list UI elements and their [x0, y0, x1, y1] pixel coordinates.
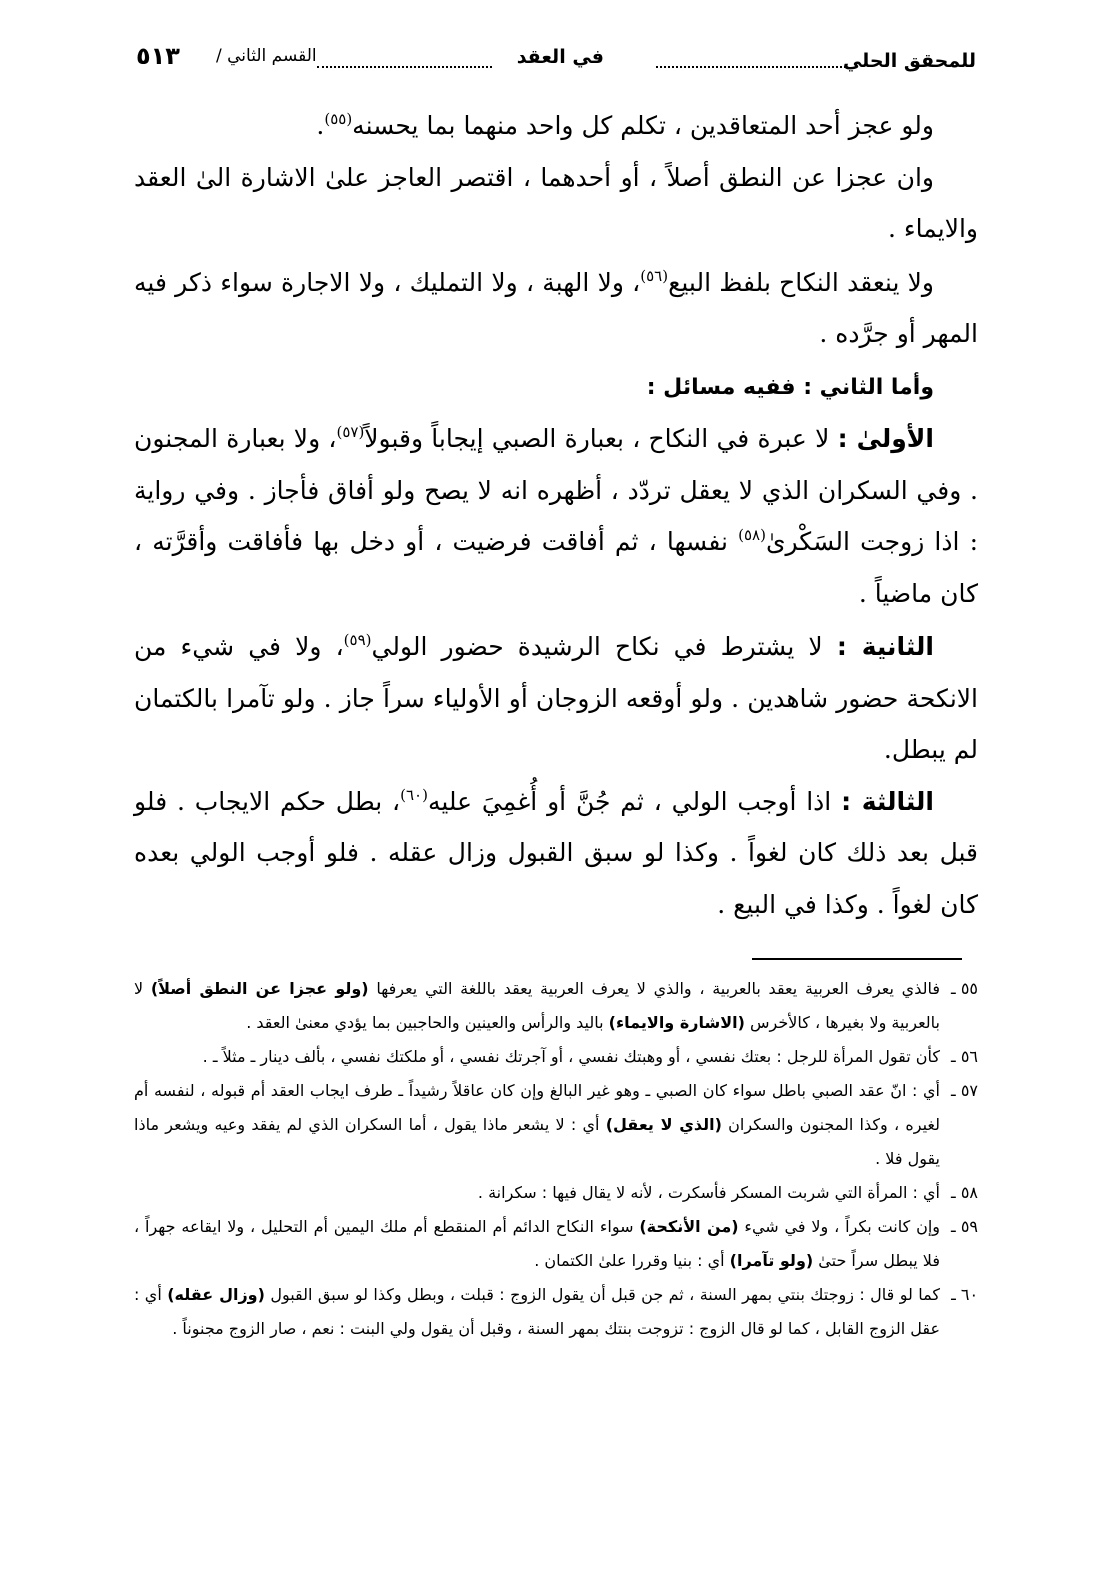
footnote: [134, 1040, 978, 1074]
issue-paragraph: [134, 413, 978, 619]
footnote: [134, 1176, 978, 1210]
issue-label: الثانية :: [836, 632, 934, 661]
paragraph-text: ولو عجز أحد المتعاقدين ، تكلم كل واحد منهما بما يحسنه: [352, 111, 934, 140]
footnote-quote: (الذي لا يعقل): [605, 1115, 722, 1134]
footnote-text: وإن كانت بكراً ، ولا في شيء: [738, 1217, 940, 1236]
header-author: للمحقق الحلي: [842, 50, 976, 72]
footnote: [134, 1210, 978, 1278]
paragraph-text: ، ولا بعبارة المجنون . وفي السكران الذي لا يعقل تردّد ، أظهره انه لا يصح ولو أفاق فأجاز . وفي رواية : اذا زوجت السَكْرىٰ: [134, 424, 979, 556]
footnote: [134, 1278, 978, 1346]
footnote-text: باليد والرأس والعينين والحاجبين بما يؤدي معنىٰ العقد .: [246, 1013, 609, 1032]
paragraph-text: نفسها ، ثم أفاقت فرضيت ، أو دخل بها فأفاقت وأقرَّته ، كان ماضياً .: [134, 527, 978, 608]
footnote-ref: (٦٠): [400, 785, 428, 804]
footnote-ref: (٥٥): [324, 110, 353, 128]
footnote-quote: (من الأنكحة): [639, 1217, 739, 1236]
footnote-text: كما لو قال : زوجتك بنتي بمهر السنة ، ثم جن قبل أن يقول الزوج : قبلت ، وبطل وكذا لو سبق القبول: [264, 1285, 941, 1304]
footnote-text: لا بالعربية ولا بغيرها ، كالأخرس: [134, 979, 940, 1032]
footnote-text: أي : المرأة التي شربت المسكر فأسكرت ، لأنه لا يقال فيها : سكرانة .: [477, 1183, 940, 1202]
section-heading: [134, 360, 978, 414]
footnote-number: ٥٦ ـ: [951, 1047, 978, 1066]
paragraph: [134, 152, 978, 255]
issue-paragraph: [134, 621, 978, 776]
footnote-ref: (٥٨): [738, 526, 766, 544]
footnote-text: أي : بنيا وقررا علىٰ الكتمان .: [534, 1251, 730, 1270]
footnote: [134, 1074, 978, 1176]
footnote-number: ٥٩ ـ: [951, 1217, 978, 1236]
issue-label: الأولىٰ :: [837, 424, 934, 453]
header-section: القسم الثاني /: [216, 46, 317, 66]
paragraph-text: ، ولا الهبة ، ولا التمليك ، ولا الاجارة سواء ذكر فيه المهر أو جرَّده .: [134, 267, 978, 348]
footnote-quote: (ولو عجزا عن النطق أصلاً): [150, 979, 369, 998]
paragraph: [134, 257, 978, 360]
paragraph: [134, 100, 978, 152]
header-leader-dots: [317, 48, 492, 68]
footnote-text: أي : عقل الزوج القابل ، كما لو قال الزوج : تزوجت بنتك بمهر السنة ، وقبل أن يقول ولي البنت : نعم ، صار الزوج مجنوناً .: [134, 1285, 940, 1338]
footnote-ref: (٥٧): [336, 423, 365, 441]
footnote-text: أي : لا يشعر ماذا يقول ، أما السكران الذي لم يفقد وعيه ويشعر ماذا يقول فلا .: [134, 1115, 940, 1168]
footnote-text: فالذي يعرف العربية يعقد بالعربية ، والذي لا يعرف العربية يعقد باللغة التي يعرفها: [368, 979, 940, 998]
issue-paragraph: [134, 776, 978, 931]
paragraph-text: .: [316, 111, 325, 140]
paragraph-text: اذا أوجب الولي ، ثم جُنَّ أو أُغمِيَ عليه: [427, 786, 832, 816]
running-header: [136, 44, 976, 80]
paragraph-text: وان عجزا عن النطق أصلاً ، أو أحدهما ، اقتصر العاجز علىٰ الاشارة الىٰ العقد والايماء .: [134, 162, 978, 243]
footnotes: [134, 972, 978, 1346]
paragraph-text: ، بطل حكم الايجاب . فلو قبل بعد ذلك كان لغواً . وكذا لو سبق القبول وزال عقله . فلو أوجب الولي بعده كان لغواً . وكذا في البيع .: [134, 786, 978, 919]
header-chapter: في العقد: [516, 46, 604, 68]
footnote-ref: (٥٩): [343, 631, 372, 649]
paragraph-text: لا يشترط في نكاح الرشيدة حضور الولي: [371, 632, 823, 661]
paragraph-text: ولا ينعقد النكاح بلفظ البيع: [668, 267, 934, 297]
footnote-ref: (٥٦): [640, 266, 669, 285]
footnote-text: سواء النكاح الدائم أم المنقطع أم ملك اليمين أم التحليل ، ولا ايقاعه جهراً ، فلا يبطل سراً حتىٰ: [134, 1217, 940, 1270]
heading-text: وأما الثاني : ففيه مسائل :: [646, 374, 934, 400]
footnote: [134, 972, 978, 1040]
footnote-text: كأن تقول المرأة للرجل : بعتك نفسي ، أو وهبتك نفسي ، أو آجرتك نفسي ، أو ملكتك نفسي ، بألف دينار ـ مثلاً ـ .: [202, 1047, 940, 1066]
paragraph-text: ، ولا في شيء من الانكحة حضور شاهدين . ولو أوقعه الزوجان أو الأولياء سراً جاز . ولو تآمرا بالكتمان لم يبطل.: [134, 632, 978, 764]
footnote-text: أي : انّ عقد الصبي باطل سواء كان الصبي ـ وهو غير البالغ وإن كان عاقلاً رشيداً ـ طرف ايجاب العقد أم قبوله ، لنفسه أم لغيره ، وكذا المجنون والسكران: [134, 1081, 940, 1134]
footnote-number: ٥٧ ـ: [951, 1081, 978, 1100]
header-leader-dots: [656, 48, 846, 68]
footnote-number: ٥٥ ـ: [951, 979, 978, 998]
footnote-number: ٥٨ ـ: [951, 1183, 978, 1202]
footnote-number: ٦٠ ـ: [951, 1285, 979, 1304]
footnote-quote: (وزال عقله): [167, 1285, 265, 1304]
paragraph-text: لا عبرة في النكاح ، بعبارة الصبي إيجاباً وقبولاً: [364, 424, 830, 453]
footnote-quote: (الاشارة والايماء): [608, 1013, 745, 1032]
page-number: ٥١٣: [136, 42, 180, 70]
footnote-quote: (ولو تآمرا): [729, 1251, 814, 1270]
issue-label: الثالثة :: [841, 786, 935, 816]
main-text: [134, 100, 978, 930]
footnote-separator: [752, 958, 962, 960]
